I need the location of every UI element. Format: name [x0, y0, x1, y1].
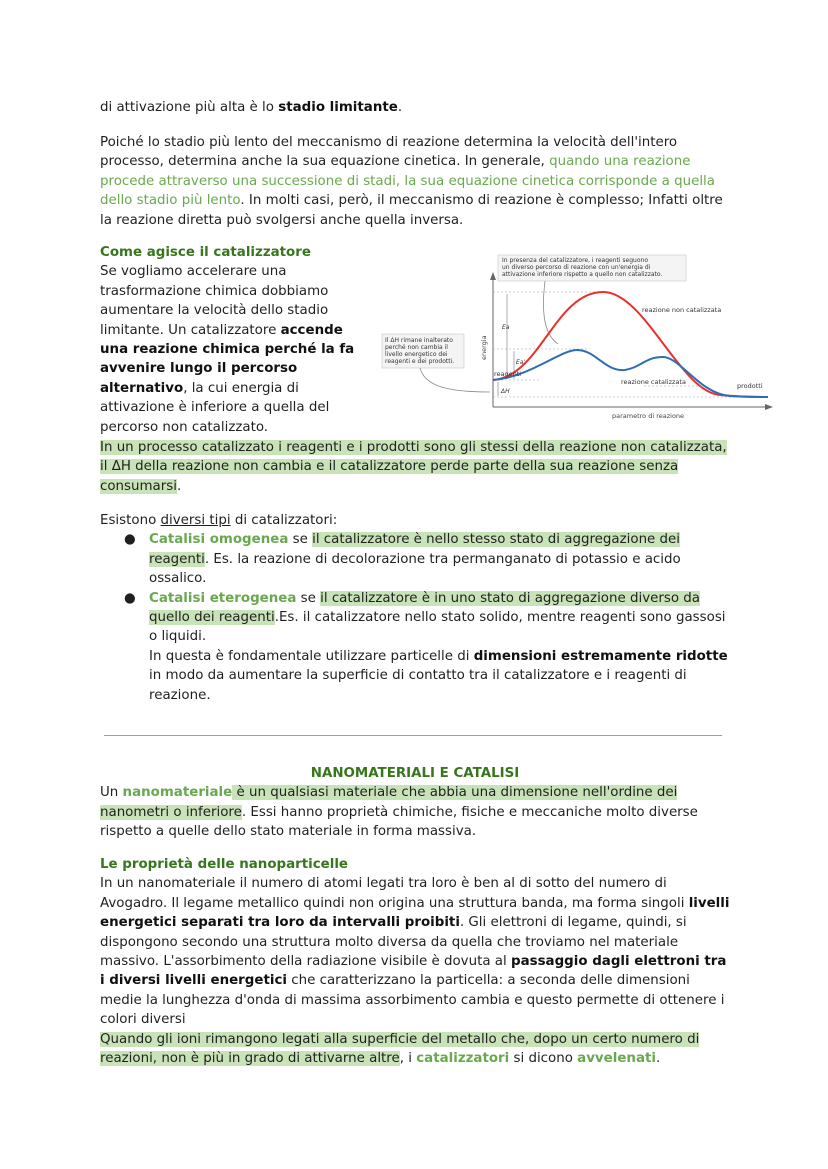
- caption-top-pointer: [543, 281, 558, 344]
- nano-q2: . Gli elettroni di legame, quindi, si dispongono secondo una struttura molto diversa da quella che troviamo nel materiale massivo. L'assorbimento della radiazione visibile è dovuta al: [100, 915, 687, 970]
- nano-last-catalizzatori: catalizzatori: [416, 1051, 510, 1067]
- nano-bold1: livelli energetici separati tra loro da intervalli proibiti: [100, 895, 730, 931]
- list-item-eterogenea: [100, 589, 730, 705]
- catalyzed-curve: [493, 350, 768, 397]
- x-axis-label: parametro di reazione: [612, 412, 685, 420]
- nano-p-a: Un: [100, 785, 123, 801]
- dh-label: ΔH: [501, 388, 510, 395]
- nano-title: NANOMATERIALI E CATALISI: [310, 766, 520, 781]
- x-axis-arrow: [765, 404, 773, 410]
- label-reagenti: reagenti: [494, 370, 522, 378]
- eterogenea-p2c: in modo da aumentare la superficie di contatto tra il catalizzatore e i reagenti di reazione.: [149, 668, 687, 703]
- energy-diagram-svg: [380, 252, 775, 427]
- intro-period: .: [397, 100, 403, 115]
- caption-left-pointer: [420, 368, 490, 392]
- catalyst-highlight: In un processo catalizzato i reagenti e i prodotti sono gli stessi della reazione non catalizzata, il ΔH della reazione non cambia e il catalizzatore perde parte della sua reazione senza consumarsi: [100, 440, 727, 494]
- omogenea-highlight: il catalizzatore è nello stesso stato di aggregazione dei reagenti: [149, 532, 681, 567]
- para1-text-b: . In molti casi, però, il meccanismo di reazione è complesso; Infatti oltre la reazione diretta può svolgersi anche quella inversa.: [100, 193, 723, 228]
- ea-label: Ea: [502, 324, 510, 331]
- caption-left-4: reagenti e dei prodotti.: [385, 358, 455, 365]
- catalyst-types: [100, 511, 730, 705]
- caption-top-2: un diverso percorso di reazione con un'energia di: [502, 264, 651, 271]
- omogenea-rest: . Es. la reazione di decolorazione tra permanganato di potassio e acido ossalico.: [149, 551, 681, 587]
- nano-q3: che caratterizzano la particella: a seconda delle dimensioni medie la lunghezza d'onda di massima assorbimento cambia e questo permette di ottenere i colori diversi: [100, 973, 725, 1028]
- intro-text: di attivazione più alta è lo: [100, 100, 279, 115]
- nano-term: nanomateriale: [122, 785, 233, 801]
- section-divider: [104, 735, 722, 736]
- eterogenea-rest: .Es. il catalizzatore nello stato solido, mentre reagenti sono gassosi o liquidi.: [149, 610, 726, 645]
- y-axis-label: energia: [480, 335, 488, 360]
- catalyst-highlight-paragraph: [100, 438, 730, 496]
- para1-green: quando una reazione procede attraverso una successione di stadi, la sua equazione cinetica corrisponde a quella dello stadio più lento: [100, 154, 715, 209]
- nano-last-c: .: [655, 1051, 661, 1067]
- nano-last-highlight: Quando gli ioni rimangono legati alla superficie del metallo che, dopo un certo numero di reazioni, non è più in grado di attivarne altre: [100, 1031, 700, 1067]
- eterogenea-title: Catalisi eterogenea: [149, 590, 297, 606]
- nano-highlight: è un qualsiasi materiale che abbia una dimensione nell'ordine dei nanometri o inferiore: [100, 785, 678, 820]
- catalyst-end: .: [176, 478, 182, 494]
- nano-properties: [100, 855, 730, 1068]
- eterogenea-se: se: [296, 590, 321, 606]
- nano-last-b: si dicono: [509, 1051, 578, 1067]
- caption-top-1: In presenza del catalizzatore, i reagenti seguono: [502, 257, 649, 264]
- omogenea-title: Catalisi omogenea: [149, 532, 289, 548]
- caption-left-2: perché non cambia il: [385, 344, 448, 351]
- bullet-icon: ●: [124, 590, 136, 606]
- eterogenea-detail: [149, 647, 730, 705]
- nano-q1: In un nanomateriale il numero di atomi legati tra loro è ben al di sotto del numero di Avogadro. Il legame metallico quindi non origina una struttura banda, ma forma singoli: [100, 876, 689, 911]
- nano-p-b: . Essi hanno proprietà chimiche, fisiche e meccaniche molto diverse rispetto a quelle dello stato materiale in forma massiva.: [100, 804, 698, 840]
- catalyst-text-2: , la cui energia di attivazione è inferiore a quella del percorso non catalizzato.: [100, 380, 330, 435]
- catalyst-text-1: Se vogliamo accelerare una trasformazione chimica dobbiamo aumentare la velocità dello stadio limitante. Un catalizzatore: [100, 264, 329, 338]
- types-intro-b: di catalizzatori:: [230, 513, 338, 528]
- nano-last-a: , i: [399, 1051, 417, 1067]
- label-catalyzed: reazione catalizzata: [621, 378, 686, 386]
- para1-text-a: Poiché lo stadio più lento del meccanismo di reazione determina la velocità dell'intero processo, determina anche la sua equazione cinetica. In generale,: [100, 135, 678, 170]
- ea-cat-label: Ea': [516, 359, 526, 366]
- label-prodotti: prodotti: [737, 382, 763, 390]
- omogenea-se: se: [288, 532, 313, 548]
- caption-top-3: attivazione inferiore rispetto a quello non catalizzato.: [502, 271, 663, 278]
- list-item-omogenea: [100, 530, 730, 588]
- eterogenea-p2b: dimensioni estremamente ridotte: [473, 648, 728, 664]
- nano-section: [100, 764, 730, 842]
- types-intro-underlined: diversi tipi: [160, 513, 231, 528]
- types-intro-a: Esistono: [100, 513, 161, 528]
- nano-bold2: passaggio dagli elettroni tra i diversi livelli energetici: [100, 954, 727, 989]
- types-list: [100, 530, 730, 705]
- nano-subheading: Le proprietà delle nanoparticelle: [100, 857, 349, 872]
- paragraph-kinetics: [100, 133, 730, 230]
- catalyst-section: [100, 243, 360, 437]
- eterogenea-highlight: il catalizzatore è in uno stato di aggregazione diverso da quello dei reagenti: [149, 590, 700, 626]
- intro-bold: stadio limitante: [278, 100, 398, 115]
- label-uncatalyzed: reazione non catalizzata: [642, 306, 722, 314]
- intro-line: [100, 98, 730, 117]
- bullet-icon: ●: [124, 532, 136, 548]
- catalyst-bold: accende una reazione chimica perché la fa avvenire lungo il percorso alternativo: [100, 322, 355, 396]
- caption-left-3: livello energetico dei: [385, 351, 448, 358]
- energy-diagram: [380, 252, 775, 427]
- caption-left-1: Il ΔH rimane inalterato: [385, 337, 453, 344]
- catalyst-heading: Come agisce il catalizzatore: [100, 245, 311, 260]
- y-axis-arrow: [490, 272, 496, 280]
- eterogenea-p2a: In questa è fondamentale utilizzare particelle di: [149, 648, 474, 664]
- nano-last-avvelenati: avvelenati: [577, 1051, 656, 1067]
